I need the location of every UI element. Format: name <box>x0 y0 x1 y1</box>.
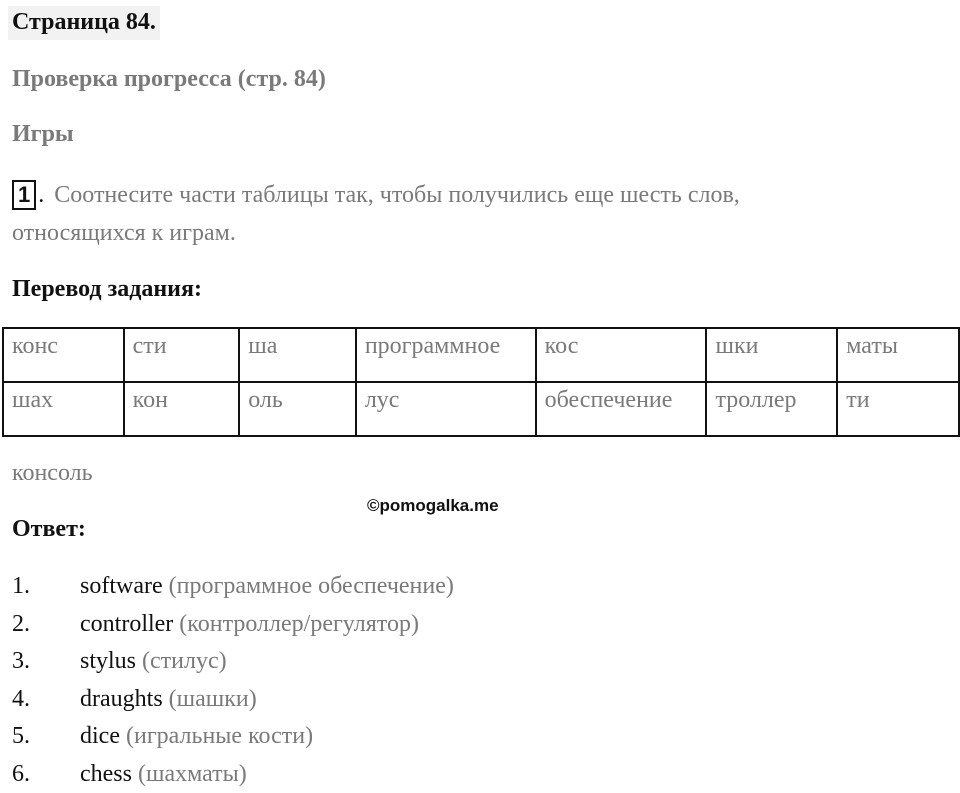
section-title: Проверка прогресса (стр. 84) <box>12 64 326 94</box>
answer-translation: (стилус) <box>142 648 227 674</box>
task-instruction <box>12 176 912 252</box>
task-number-box: 1 <box>12 180 36 210</box>
table-cell: ша <box>239 328 356 382</box>
answer-number: 3. <box>12 643 80 681</box>
table-row <box>3 328 959 382</box>
task-text-line1: Соотнесите части таблицы так, чтобы получились еще шесть слов, <box>54 182 740 208</box>
list-item <box>12 681 454 719</box>
example-word: консоль <box>12 458 93 488</box>
task-number-dot: . <box>38 182 44 208</box>
answer-label: Ответ: <box>12 514 86 544</box>
table-cell: ти <box>837 382 959 436</box>
table-row <box>3 382 959 436</box>
task-text-line2: относящихся к играм. <box>12 220 236 246</box>
table-cell: кон <box>124 382 240 436</box>
table-cell: шки <box>706 328 837 382</box>
table-cell: шах <box>3 382 124 436</box>
table-cell: троллер <box>706 382 837 436</box>
table-cell: кос <box>536 328 707 382</box>
answer-number: 6. <box>12 756 80 793</box>
answer-number: 5. <box>12 718 80 756</box>
table-cell: конс <box>3 328 124 382</box>
list-item <box>12 643 454 681</box>
answer-translation: (программное обеспечение) <box>169 573 454 599</box>
translation-label: Перевод задания: <box>12 274 202 304</box>
list-item <box>12 568 454 606</box>
answer-number: 2. <box>12 606 80 644</box>
list-item <box>12 756 454 793</box>
answer-number: 1. <box>12 568 80 606</box>
answer-word: software <box>80 573 163 599</box>
answer-word: draughts <box>80 686 163 712</box>
table-cell: обеспечение <box>536 382 707 436</box>
answer-number: 4. <box>12 681 80 719</box>
page-title: Страница 84. <box>8 6 160 40</box>
table-cell: оль <box>239 382 356 436</box>
answer-word: controller <box>80 611 173 637</box>
answer-translation: (игральные кости) <box>126 723 313 749</box>
answer-word: dice <box>80 723 120 749</box>
answer-translation: (шахматы) <box>138 761 247 787</box>
answer-list <box>12 568 454 793</box>
table-cell: сти <box>124 328 240 382</box>
syllables-table <box>2 327 960 437</box>
table-cell: маты <box>837 328 959 382</box>
table-cell: программное <box>356 328 536 382</box>
table-cell: лус <box>356 382 536 436</box>
answer-word: chess <box>80 761 132 787</box>
answer-translation: (контроллер/регулятор) <box>179 611 419 637</box>
subsection-title: Игры <box>12 119 74 149</box>
answer-translation: (шашки) <box>169 686 257 712</box>
answer-word: stylus <box>80 648 136 674</box>
watermark: ©pomogalka.me <box>367 496 499 516</box>
list-item <box>12 718 454 756</box>
list-item <box>12 606 454 644</box>
